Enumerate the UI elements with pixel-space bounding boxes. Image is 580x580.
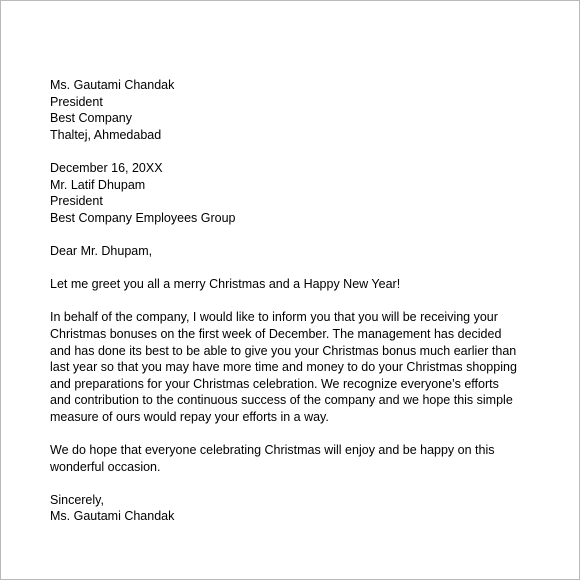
letter-body: [50, 77, 530, 525]
salutation: [50, 243, 530, 260]
closing-block: [50, 492, 530, 525]
recipient-title: President: [50, 194, 103, 209]
sender-title: President: [50, 94, 103, 109]
salutation-text: Dear Mr. Dhupam,: [50, 243, 153, 258]
paragraph-line: We do hope that everyone celebrating Christmas will enjoy and be happy on this: [50, 443, 495, 458]
paragraph-line: In behalf of the company, I would like to inform you that you will be receiving your: [50, 310, 498, 325]
paragraph-greeting: [50, 276, 530, 293]
sender-block: [50, 77, 530, 143]
paragraph-line: measure of ours would repay your efforts in a way.: [50, 409, 329, 424]
recipient-name: Mr. Latif Dhupam: [50, 177, 146, 192]
signature-name: Ms. Gautami Chandak: [50, 509, 175, 524]
recipient-block: [50, 160, 530, 226]
paragraph-wishes: [50, 442, 530, 475]
paragraph-line: Let me greet you all a merry Christmas and a Happy New Year!: [50, 277, 401, 292]
paragraph-line: and contribution to the continuous success of the company and we hope this simple: [50, 393, 513, 408]
paragraph-line: Christmas bonuses on the first week of December. The management has decided: [50, 326, 502, 341]
closing-text: Sincerely,: [50, 492, 104, 507]
sender-location: Thaltej, Ahmedabad: [50, 127, 162, 142]
paragraph-line: last year so that you may have more time and money to do your Christmas shopping: [50, 360, 517, 375]
paragraph-bonus: [50, 309, 530, 425]
sender-name: Ms. Gautami Chandak: [50, 78, 175, 92]
paragraph-line: wonderful occasion.: [50, 459, 161, 474]
paragraph-line: and has done its best to be able to give you your Christmas bonus much earlier than: [50, 343, 517, 358]
paragraph-line: and preparations for your Christmas celebration. We recognize everyone’s efforts: [50, 376, 499, 391]
recipient-organization: Best Company Employees Group: [50, 210, 236, 225]
sender-company: Best Company: [50, 111, 132, 126]
letter-date: December 16, 20XX: [50, 160, 163, 175]
